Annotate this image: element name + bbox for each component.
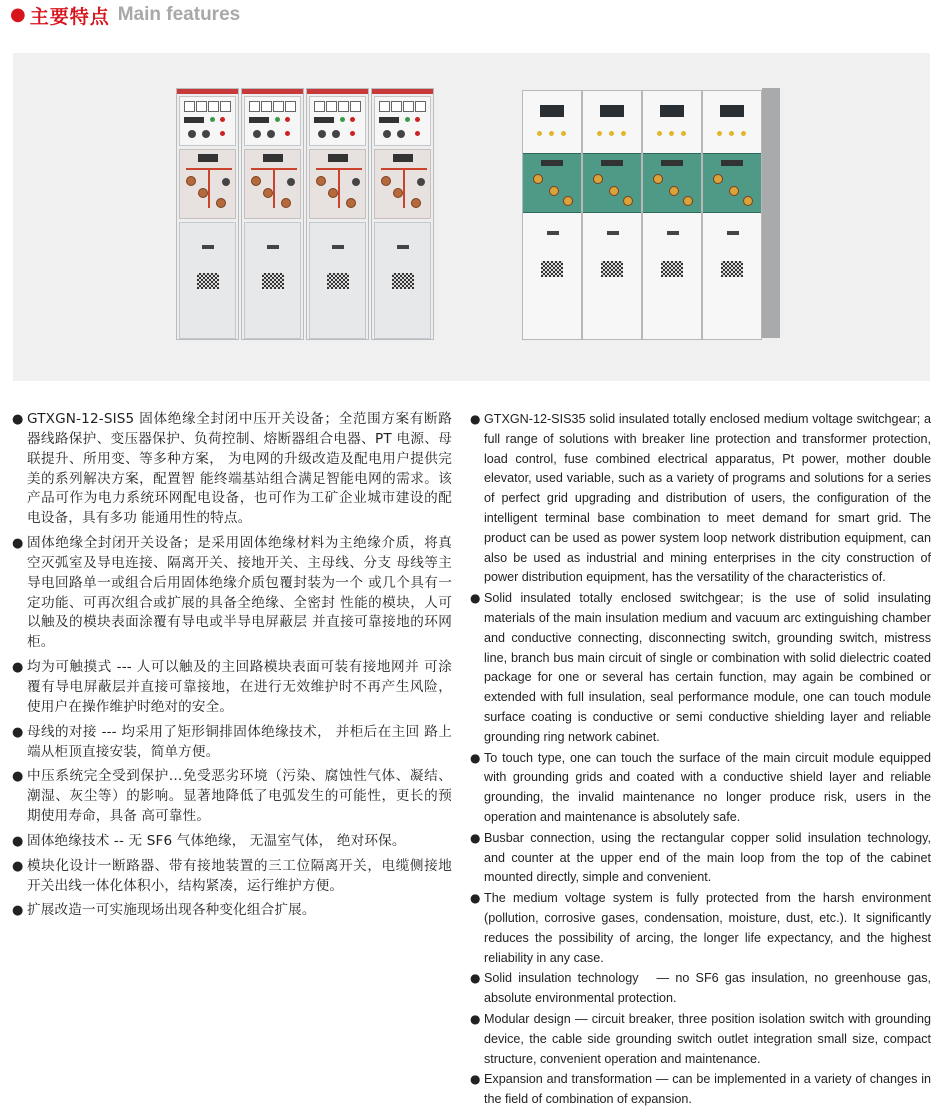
panel-top-strip <box>307 89 368 94</box>
indicator-lamp <box>729 131 734 136</box>
title-english: Main features <box>117 4 241 25</box>
features-english-list <box>470 410 931 1111</box>
bullet-icon: ● <box>470 1011 481 1026</box>
feature-en-item <box>470 410 931 588</box>
mimic-display <box>661 160 683 166</box>
feature-cn-text: 中压系统完全受到保护…免受恶劣环境（污染、腐蚀性气体、凝结、潮湿、灰尘等）的影响。显著地降低了电弧发生的可能性，更长的预期使用寿命，具备 高可靠性。 <box>27 768 452 825</box>
feature-cn-item <box>12 857 452 897</box>
bushing-icon <box>216 198 226 208</box>
busbar-compartment <box>309 149 366 219</box>
operating-hole <box>352 178 360 186</box>
feature-en-text: Busbar connection, using the rectangular copper solid insulation technology, and counter at the upper end of the main loop from the top of the cabinet mounted directly, simple and convenient. <box>484 830 931 885</box>
mimic-display <box>198 154 218 162</box>
meter-icon <box>261 101 272 112</box>
feature-en-item <box>470 1070 931 1110</box>
meter-icon <box>326 101 337 112</box>
meter-icon <box>314 101 325 112</box>
bullet-icon: ● <box>12 903 24 919</box>
control-compartment <box>244 96 301 146</box>
indicator-lamp <box>415 131 420 136</box>
busbar-compartment <box>374 149 431 219</box>
feature-cn-item <box>12 832 452 852</box>
handle-slot <box>727 231 739 235</box>
feature-en-item <box>470 1010 931 1069</box>
bushing-icon <box>281 198 291 208</box>
meter-icon <box>196 101 207 112</box>
cabinet-panel <box>702 90 762 340</box>
bushing-icon <box>411 198 421 208</box>
control-compartment <box>309 96 366 146</box>
product-image-panel <box>13 53 930 381</box>
display-screen <box>379 117 399 123</box>
control-knob <box>267 130 275 138</box>
cabinet-side-panel <box>762 88 780 338</box>
feature-cn-text: 母线的对接 --- 均采用了矩形铜排固体绝缘技术， 并柜后在主回 路上端从柜顶直接安装，简单方便。 <box>27 723 452 760</box>
indicator-lamp <box>549 131 554 136</box>
indicator-lamp <box>220 131 225 136</box>
meter-icon <box>415 101 426 112</box>
feature-en-text: Solid insulation technology — no SF6 gas insulation, no greenhouse gas, absolute environmental protection. <box>484 971 931 1006</box>
operating-hole <box>287 178 295 186</box>
bushing-icon <box>251 176 261 186</box>
mimic-panel <box>643 153 701 213</box>
indicator-lamp <box>681 131 686 136</box>
cable-compartment <box>179 222 236 339</box>
cabinet-panel <box>582 90 642 340</box>
indicator-lamp <box>285 131 290 136</box>
feature-cn-item <box>12 410 452 529</box>
meter-icon <box>338 101 349 112</box>
cabinet-panel <box>241 88 304 340</box>
bullet-icon: ● <box>12 769 24 785</box>
feature-cn-text: GTXGN-12-SIS5 固体绝缘全封闭中压开关设备；全范围方案有断路器线路保护、变压器保护、负荷控制、熔断器组合电器、PT 电源、母联提升、所用变、等多种方案， 为电网的升级改造及配电用户提供完美的系列解决方案，配置智 能终端基站组合满足智能电网的需求。该产品可作为电力系统环网配电设备，也可作为工矿企业城市建设的配电设备，具有多功 能通用性的特点。 <box>27 411 452 527</box>
feature-cn-text: 模块化设计一断路器、带有接地装置的三工位隔离开关，电缆侧接地开关出线一体化体积小，结构紧凑，运行维护方便。 <box>27 857 452 894</box>
feature-en-item <box>470 829 931 888</box>
feature-en-text: The medium voltage system is fully protected from the harsh environment (pollution, corrosive gases, condensation, moisture, dust, etc.). It significantly reduces the possibility of arcing, the longer life expectancy, and the highest reliability in any case. <box>484 891 931 965</box>
bullet-icon: ● <box>470 1072 481 1087</box>
title-chinese: 主要特点 <box>29 5 110 28</box>
indicator-lamp <box>415 117 420 122</box>
meter-icon <box>350 101 361 112</box>
meter-icon <box>391 101 402 112</box>
ventilation-grille <box>197 273 219 289</box>
bullet-icon: ● <box>470 891 481 906</box>
indicator-lamp <box>350 131 355 136</box>
control-compartment <box>179 96 236 146</box>
bushing-icon <box>623 196 633 206</box>
mimic-line <box>403 168 405 208</box>
bushing-icon <box>593 174 603 184</box>
indicator-lamp <box>669 131 674 136</box>
bullet-icon: ● <box>12 858 24 874</box>
indicator-lamp <box>561 131 566 136</box>
control-knob <box>202 130 210 138</box>
mimic-line <box>208 168 210 208</box>
indicator-lamp <box>741 131 746 136</box>
cable-compartment <box>374 222 431 339</box>
bushing-icon <box>653 174 663 184</box>
control-knob <box>188 130 196 138</box>
feature-cn-item <box>12 767 452 827</box>
handle-slot <box>547 231 559 235</box>
feature-en-item <box>470 749 931 828</box>
cabinet-panel <box>642 90 702 340</box>
feature-en-item <box>470 889 931 968</box>
bullet-icon: ● <box>12 724 24 740</box>
mimic-panel <box>703 153 761 213</box>
ventilation-grille <box>721 261 743 277</box>
busbar-compartment <box>244 149 301 219</box>
bullet-icon: ● <box>12 412 24 427</box>
bullet-icon: ● <box>470 971 481 986</box>
indicator-lamp <box>405 117 410 122</box>
control-knob <box>253 130 261 138</box>
section-header <box>10 2 240 28</box>
meter-icon <box>220 101 231 112</box>
indicator-lamp <box>609 131 614 136</box>
ventilation-grille <box>262 273 284 289</box>
mimic-panel <box>523 153 581 213</box>
bullet-icon: ● <box>12 833 24 849</box>
panel-top-strip <box>372 89 433 94</box>
switchgear-cabinet-green <box>522 90 782 340</box>
feature-en-text: Expansion and transformation — can be implemented in a variety of changes in the field of combination of expansion. <box>484 1072 931 1107</box>
bushing-icon <box>609 186 619 196</box>
bushing-icon <box>669 186 679 196</box>
ventilation-grille <box>541 261 563 277</box>
cabinet-panel <box>306 88 369 340</box>
feature-en-text: Modular design — circuit breaker, three position isolation switch with grounding device, the cable side grounding switch outlet integration small size, compact structure, convenient operation and maintenance. <box>484 1011 931 1066</box>
bushing-icon <box>381 176 391 186</box>
feature-en-text: Solid insulated totally enclosed switchgear; is the use of solid insulating materials of the main insulation medium and vacuum arc extinguishing chamber and conductive connecting, disconnecting switch, grounding switch, mistress line, branch bus main circuit of single or combination with solid dielectric coated package for one or several has certain function, may again be combined or extended with full insulation, seal performance module, one can touch module surface coating is conductive or semi conductive shielding layer and reliable grounding ring network cabinet. <box>484 591 931 744</box>
display-screen <box>540 105 564 117</box>
display-screen <box>184 117 204 123</box>
mimic-display <box>541 160 563 166</box>
feature-en-item <box>470 589 931 747</box>
feature-cn-text: 均为可触摸式 --- 人可以触及的主回路模块表面可装有接地网并 可涂覆有导电屏蔽层并直接可靠接地，在进行无效维护时不再产生风险，使用户在操作维护时绝对的安全。 <box>27 659 452 715</box>
feature-cn-item <box>12 658 452 718</box>
control-knob <box>397 130 405 138</box>
bullet-icon: ● <box>12 660 24 676</box>
bushing-icon <box>533 174 543 184</box>
handle-slot <box>397 245 409 249</box>
indicator-lamp <box>220 117 225 122</box>
bushing-icon <box>186 176 196 186</box>
ventilation-grille <box>601 261 623 277</box>
cabinet-panel <box>522 90 582 340</box>
mimic-line <box>338 168 340 208</box>
mimic-panel <box>583 153 641 213</box>
title-bullet: ● <box>10 4 26 25</box>
bushing-icon <box>393 188 403 198</box>
bushing-icon <box>713 174 723 184</box>
cable-compartment <box>309 222 366 339</box>
mimic-display <box>721 160 743 166</box>
bushing-icon <box>198 188 208 198</box>
mimic-display <box>393 154 413 162</box>
bushing-icon <box>743 196 753 206</box>
bushing-icon <box>563 196 573 206</box>
meter-icon <box>273 101 284 112</box>
control-compartment <box>374 96 431 146</box>
panel-top-strip <box>177 89 238 94</box>
mimic-display <box>601 160 623 166</box>
control-knob <box>383 130 391 138</box>
cabinet-panel <box>176 88 239 340</box>
meter-icon <box>379 101 390 112</box>
indicator-lamp <box>597 131 602 136</box>
feature-en-text: GTXGN-12-SIS35 solid insulated totally enclosed medium voltage switchgear; a full range of solutions with breaker line protection and transformer protection, load control, fuse combined electrical apparatus, Pt power, mother double elevator, used variable, such as a variety of programs and solutions for a series of perfect grid upgrading and distribution of users, the configuration of the intelligent terminal base combination to meet demand for smart grid. The product can be used as power system loop network distribution equipment, can also be used as industrial and mining enterprises in the city construction of power distribution equipment, has the versatility of the characteristics of. <box>484 412 931 585</box>
bushing-icon <box>328 188 338 198</box>
bullet-icon: ● <box>470 830 481 845</box>
feature-cn-text: 固体绝缘技术 -- 无 SF6 气体绝缘， 无温室气体， 绝对环保。 <box>27 832 406 849</box>
display-screen <box>720 105 744 117</box>
feature-cn-text: 扩展改造一可实施现场出现各种变化组合扩展。 <box>27 902 316 919</box>
handle-slot <box>607 231 619 235</box>
bushing-icon <box>346 198 356 208</box>
indicator-lamp <box>350 117 355 122</box>
bullet-icon: ● <box>470 750 481 765</box>
display-screen <box>600 105 624 117</box>
bushing-icon <box>729 186 739 196</box>
bullet-icon: ● <box>12 536 24 552</box>
control-knob <box>332 130 340 138</box>
indicator-lamp <box>717 131 722 136</box>
control-knob <box>318 130 326 138</box>
bushing-icon <box>683 196 693 206</box>
meter-icon <box>208 101 219 112</box>
mimic-line <box>273 168 275 208</box>
ventilation-grille <box>327 273 349 289</box>
feature-cn-text: 固体绝缘全封闭开关设备；是采用固体绝缘材料为主绝缘介质，将真空灭弧室及导电连接、隔离开关、接地开关、主母线、分支 母线等主导电回路单一或组合后用固体绝缘介质包覆封装为一个 或几个具有一定功能、可再次组合或扩展的具备全绝缘、全密封 性能的模块，人可以触及的模块表面涂覆有导电或半导电屏蔽层 并直接可靠接地的环网柜。 <box>27 535 452 651</box>
meter-icon <box>184 101 195 112</box>
cable-compartment <box>244 222 301 339</box>
bullet-icon: ● <box>470 591 481 606</box>
indicator-lamp <box>621 131 626 136</box>
handle-slot <box>667 231 679 235</box>
feature-cn-item <box>12 534 452 653</box>
operating-hole <box>417 178 425 186</box>
meter-icon <box>403 101 414 112</box>
display-screen <box>314 117 334 123</box>
indicator-lamp <box>285 117 290 122</box>
meter-icon <box>285 101 296 112</box>
ventilation-grille <box>661 261 683 277</box>
feature-en-text: To touch type, one can touch the surface of the main circuit module equipped with grounding grids and coated with a conductive shield layer and reliable grounding, the invalid maintenance no longer produce risk, users in the operation and maintenance is absolutely safe. <box>484 750 931 824</box>
panel-top-strip <box>242 89 303 94</box>
indicator-lamp <box>657 131 662 136</box>
mimic-display <box>328 154 348 162</box>
indicator-lamp <box>340 117 345 122</box>
indicator-lamp <box>537 131 542 136</box>
bushing-icon <box>316 176 326 186</box>
operating-hole <box>222 178 230 186</box>
switchgear-cabinet-grey <box>176 88 436 340</box>
busbar-compartment <box>179 149 236 219</box>
feature-cn-item <box>12 723 452 763</box>
meter-icon <box>249 101 260 112</box>
handle-slot <box>202 245 214 249</box>
indicator-lamp <box>210 117 215 122</box>
ventilation-grille <box>392 273 414 289</box>
handle-slot <box>267 245 279 249</box>
display-screen <box>249 117 269 123</box>
handle-slot <box>332 245 344 249</box>
features-chinese-list <box>12 410 452 926</box>
bullet-icon: ● <box>470 412 481 426</box>
mimic-display <box>263 154 283 162</box>
cabinet-panel <box>371 88 434 340</box>
indicator-lamp <box>275 117 280 122</box>
feature-cn-item <box>12 901 452 921</box>
bushing-icon <box>549 186 559 196</box>
bushing-icon <box>263 188 273 198</box>
feature-en-item <box>470 969 931 1009</box>
display-screen <box>660 105 684 117</box>
